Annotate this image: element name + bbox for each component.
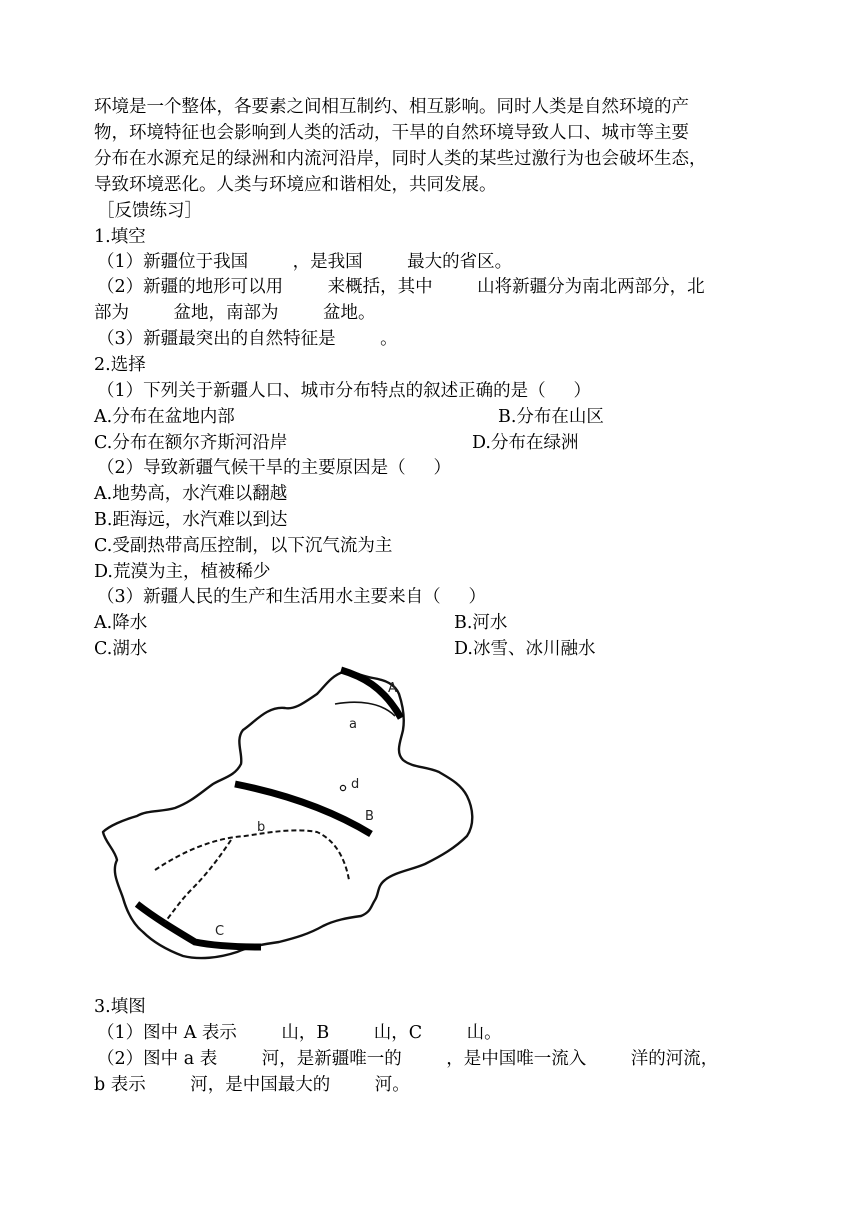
river-b xyxy=(155,830,349,880)
q2-s3-option-c: C.湖水 xyxy=(94,639,148,659)
q2-s3-option-b: B.河水 xyxy=(454,613,508,633)
intro-line-4: 导致环境恶化。人类与环境应和谐相处，共同发展。 xyxy=(94,175,497,195)
q2-s3-option-d: D.冰雪、冰川融水 xyxy=(454,639,596,659)
map-label-b: b xyxy=(257,820,266,835)
q1-item-2-line-1: （2）新疆的地形可以用 来概括，其中 山将新疆分为南北两部分，北 xyxy=(97,277,705,297)
q3-item-1: （1）图中 A 表示 山，B 山，C 山。 xyxy=(97,1023,502,1043)
map-label-A: A xyxy=(388,681,397,696)
q2-title: 2.选择 xyxy=(94,355,146,375)
q2-s2-stem: （2）导致新疆气候干旱的主要原因是（ ） xyxy=(97,458,451,478)
river-b-tributary xyxy=(165,840,231,922)
map-label-d: d xyxy=(351,777,360,792)
map-label-C: C xyxy=(215,924,225,939)
mountain-C xyxy=(137,904,261,947)
q3-title: 3.填图 xyxy=(94,997,146,1017)
xinjiang-map xyxy=(95,660,480,970)
q2-s1-option-b: B.分布在山区 xyxy=(498,407,604,427)
q2-s1-stem: （1）下列关于新疆人口、城市分布特点的叙述正确的是（ ） xyxy=(97,381,591,401)
q2-s3-option-a: A.降水 xyxy=(94,613,148,633)
city-d-marker xyxy=(340,785,345,790)
river-a xyxy=(335,702,395,716)
q1-item-1: （1）新疆位于我国 ，是我国 最大的省区。 xyxy=(97,252,513,272)
q1-title: 1.填空 xyxy=(94,227,146,247)
q1-item-2-line-2: 部为 盆地，南部为 盆地。 xyxy=(94,303,376,323)
map-label-B: B xyxy=(365,809,374,824)
q2-s1-option-d: D.分布在绿洲 xyxy=(472,433,579,453)
q2-s2-option-a: A.地势高，水汽难以翻越 xyxy=(94,484,288,504)
q2-s3-stem: （3）新疆人民的生产和生活用水主要来自（ ） xyxy=(97,587,486,607)
intro-line-1: 环境是一个整体，各要素之间相互制约、相互影响。同时人类是自然环境的产 xyxy=(94,97,689,117)
q3-item-2-line-2: b 表示 河，是中国最大的 河。 xyxy=(94,1075,410,1095)
section-heading: ［反馈练习］ xyxy=(97,201,202,221)
q2-s1-option-c: C.分布在额尔齐斯河沿岸 xyxy=(94,433,288,453)
intro-line-3: 分布在水源充足的绿洲和内流河沿岸，同时人类的某些过激行为也会破坏生态， xyxy=(94,149,707,169)
q2-s2-option-b: B.距海远，水汽难以到达 xyxy=(94,510,288,530)
map-label-a: a xyxy=(349,717,357,732)
q2-s1-option-a: A.分布在盆地内部 xyxy=(94,407,235,427)
q2-s2-option-c: C.受副热带高压控制，以下沉气流为主 xyxy=(94,536,393,556)
q2-s2-option-d: D.荒漠为主，植被稀少 xyxy=(94,562,271,582)
q1-item-3: （3）新疆最突出的自然特征是 。 xyxy=(97,329,398,349)
q3-item-2-line-1: （2）图中 a 表 河，是新疆唯一的 ，是中国唯一流入 洋的河流， xyxy=(97,1049,719,1069)
intro-line-2: 物，环境特征也会影响到人类的活动，干旱的自然环境导致人口、城市等主要 xyxy=(94,123,689,143)
